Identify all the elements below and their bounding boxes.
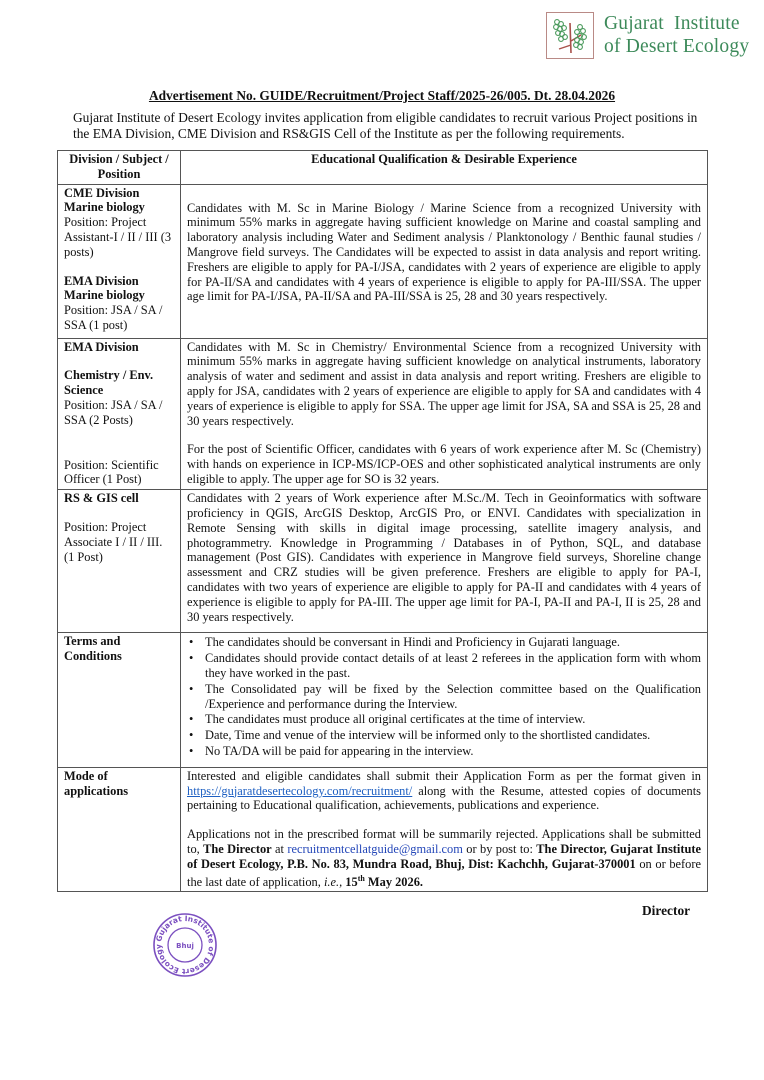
table-row-terms: [58, 633, 708, 767]
signatory-director: Director: [642, 903, 691, 918]
stamp-center-text: Bhuj: [176, 942, 194, 950]
stamp-ring-text: Gujarat Institute of Desert Ecology: [153, 913, 217, 977]
subject-name: Marine biology: [64, 200, 145, 215]
column-header-division: Division / Subject / Position: [58, 151, 181, 185]
last-date-day: 15: [342, 874, 358, 889]
advertisement-title: Advertisement No. GUIDE/Recruitment/Project Staff/2025-26/005. Dt. 28.04.2026: [148, 88, 616, 103]
mode-text: or by post to:: [462, 841, 537, 856]
division-name: CME Division: [64, 185, 140, 200]
mode-cell: [181, 767, 708, 892]
division-name: RS & GIS cell: [64, 491, 139, 506]
qualification-text: Candidates with 2 years of Work experience after M.Sc./M. Tech in Geoinformatics with software proficiency in QGIS, ArcGIS Desktop, ArcGIS Pro, or ENVI. Candidates with specialization in Remote Sensing with skills in digital image processing, satellite imagery analysis, and photogrammetry. Knowledge in Programming / Databases in of Python, SQL, and database management (Post GIS). Candidates with experience in Mangrove field surveys, Shoreline change assessment and CRZ studies will be given preference. Freshers are eligible to apply for PA-I, candidates with two years of experience are eligible to apply for PA-II and candidates with 4 years of experience is eligible to apply for PA-III. The upper age limit for PA-I, PA-II and PA-I, II is 25, 28 and 30 years respectively.: [187, 491, 701, 624]
table-row-chemistry: [58, 338, 708, 490]
logo-line-1: Gujarat Institute: [604, 13, 740, 34]
mode-text: at: [271, 841, 288, 856]
mode-text: i.e.,: [323, 874, 343, 889]
mode-paragraph-1: [187, 769, 701, 813]
mode-label: Mode of applications: [58, 767, 181, 892]
terms-item: • The Consolidated pay will be fixed by the Selection committee based on the Qualification /Experience and performance during the Interview.: [201, 682, 701, 712]
division-cell: [58, 184, 181, 338]
qualification-cell: [181, 338, 708, 490]
intro-paragraph: Gujarat Institute of Desert Ecology invites application from eligible candidates to recruit various Project positions in the EMA Division, CME Division and RS&GIS Cell of the Institute as per the following requirements.: [73, 110, 698, 141]
division-cell: [58, 490, 181, 633]
mode-paragraph-2: [187, 827, 701, 889]
terms-list: [187, 635, 701, 758]
last-date-month-year: May 2026.: [364, 874, 423, 889]
mode-text: Applications not in the prescribed format will be summarily rejected. Applications shall be submitted to,: [187, 827, 701, 856]
postal-address: The Director, Gujarat Institute of Desert Ecology, P.B. No. 83, Mundra Road, Bhuj, Dist: Kachchh, Gujarat-370001: [187, 841, 701, 871]
terms-item: • The candidates must produce all original certificates at the time of interview.: [201, 712, 701, 727]
institute-name: [604, 12, 749, 58]
table-row-rs-gis: [58, 490, 708, 633]
mode-text: along with the Resume, attested copies of documents pertaining to Educational qualification, achievements, publications and experience.: [187, 783, 701, 813]
subject-name: Marine biology: [64, 288, 145, 303]
column-header-qualification: Educational Qualification & Desirable Experience: [181, 151, 708, 185]
position-text: Position: Project Assistant-I / II / III (3 posts): [64, 215, 172, 259]
table-header-row: [58, 151, 708, 185]
recruitment-link[interactable]: https://gujaratdesertecology.com/recruitment/: [187, 783, 413, 798]
director-title: The Director: [203, 841, 272, 856]
table-row-marine-biology: [58, 184, 708, 338]
email-link[interactable]: recruitmentcellatguide@gmail.com: [287, 841, 463, 856]
terms-cell: [181, 633, 708, 767]
leaf-branch-icon: [546, 12, 594, 59]
qualification-cell: [181, 490, 708, 633]
division-cell: [58, 338, 181, 490]
terms-item: • The candidates should be conversant in Hindi and Proficiency in Gujarati language.: [201, 635, 701, 650]
qualification-text: Candidates with M. Sc in Marine Biology / Marine Science from a recognized University with minimum 55% marks in aggregate having sufficient knowledge on Marine and coastal sampling and laboratory analysis including Water and Sediment analysis / Planktonology / Benthic faunal studies / Mangrove field surveys. The Candidates will be expected to assist in data analysis and report writing. Freshers are eligible to apply for PA-I/JSA, candidates with 2 years of experience are eligible to apply for PA-II/SA and candidates with 4 years of experience is eligible to apply for PA-III/SSA. The upper age limit for PA-I/JSA, PA-II/SA and PA-III/SSA is 25, 28 and 30 years respectively.: [187, 200, 701, 304]
institute-logo: [546, 12, 762, 62]
division-name: EMA Division: [64, 339, 139, 354]
table-row-mode: [58, 767, 708, 892]
requirements-table: [57, 150, 708, 892]
terms-item: • Candidates should provide contact details of at least 2 referees in the application form with whom they have worked in the past.: [201, 651, 701, 681]
qualification-text: Candidates with M. Sc in Chemistry/ Environmental Science from a recognized University with minimum 55% marks in aggregate having sufficient knowledge on analytical instruments, laboratory analysis of water and sediment and assist in data analysis and report writing. Freshers are eligible to apply for JSA, candidates with 2 years of experience are eligible to apply for SA and candidates with 4 years of experience is eligible to apply for SSA. The upper age limit for JSA, SA and SSA is 25, 28 and 30 years respectively.: [187, 339, 701, 428]
position-text: Position: JSA / SA / SSA (2 Posts): [64, 397, 163, 427]
division-name: EMA Division: [64, 273, 139, 288]
subject-name: Chemistry / Env. Science: [64, 368, 154, 398]
mode-text: Interested and eligible candidates shall submit their Application Form as per the format given in: [187, 768, 701, 783]
institute-stamp-icon: [152, 912, 218, 978]
position-text: Position: Scientific Officer (1 Post): [64, 457, 159, 487]
last-date-suffix: th: [357, 873, 365, 883]
logo-line-2: of Desert Ecology: [604, 36, 750, 57]
position-text: Position: Project Associate I / II / III. (1 Post): [64, 519, 163, 564]
qualification-text: For the post of Scientific Officer, candidates with 6 years of work experience after M. Sc (Chemistry) with hands on experience in ICP-MS/ICP-OES and other sophisticated analytical instruments are only eligible to apply. The upper age for SO is 32 years.: [187, 442, 701, 486]
mode-text: on or before the last date of application,: [187, 856, 701, 889]
qualification-cell: [181, 184, 708, 338]
last-date: [342, 875, 423, 889]
position-text: Position: JSA / SA / SSA (1 post): [64, 303, 163, 332]
terms-item: • Date, Time and venue of the interview will be informed only to the shortlisted candidates.: [201, 728, 701, 743]
terms-label: Terms and Conditions: [58, 633, 181, 767]
terms-item: • No TA/DA will be paid for appearing in the interview.: [201, 744, 701, 759]
